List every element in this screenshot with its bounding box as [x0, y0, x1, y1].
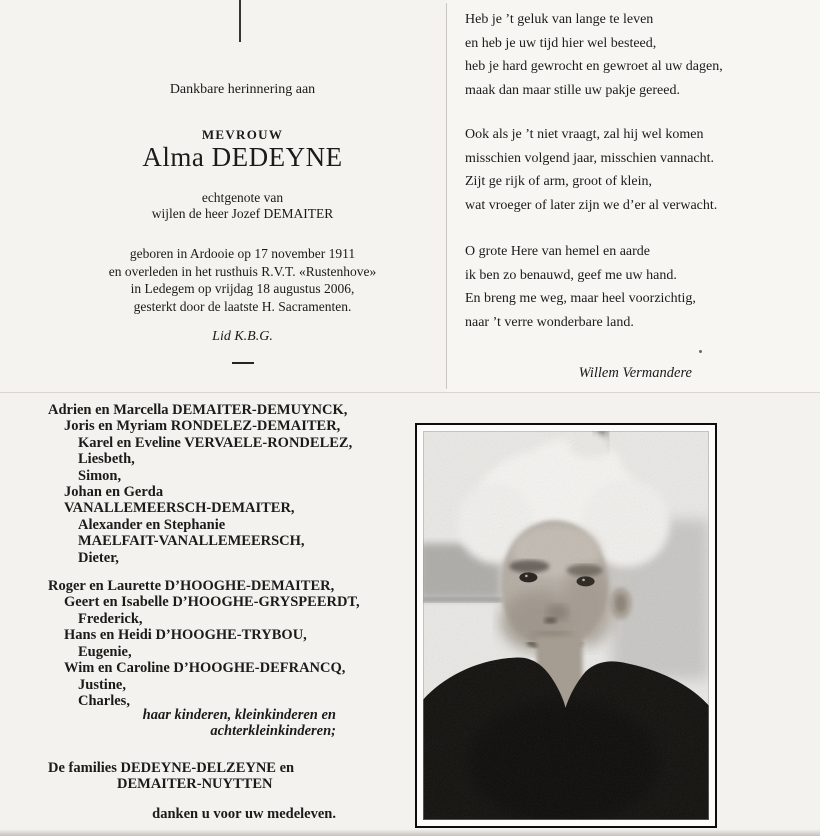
families-line: DEMAITER-NUYTTEN [117, 775, 273, 792]
intro-line: Dankbare herinnering aan [169, 82, 316, 97]
family-line: VANALLEMEERSCH-DEMAITER, [64, 500, 295, 517]
closing-line: haar kinderen, kleinkinderen en [142, 707, 336, 724]
honorific-line: MEVROUW [201, 127, 284, 142]
poem-line: ik ben zo benauwd, geef me uw hand. [465, 267, 677, 283]
poem-line: Ook als je ’t niet vraagt, zal hij wel komen [465, 127, 704, 142]
birth-line: geboren in Ardooie op 17 november 1911 [129, 246, 356, 261]
family-line: Karel en Eveline VERVAELE-RONDELEZ, [78, 434, 353, 451]
family-line: Geert en Isabelle D’HOOGHE-GRYSPEERDT, [64, 594, 360, 611]
poem-panel [447, 0, 820, 392]
scan-speck [699, 350, 702, 353]
poem-line: Heb je ’t geluk van lange te leven [465, 12, 654, 27]
family-line: Joris en Myriam RONDELEZ-DEMAITER, [64, 418, 341, 435]
scan-edge-shadow [0, 829, 820, 836]
poem-line: En breng me weg, maar heel voorzichtig, [465, 291, 696, 306]
family-group-gap [48, 566, 336, 578]
portrait-photo [415, 423, 717, 828]
poem-line: Zijt ge rijk of arm, groot of klein, [465, 174, 653, 189]
life-dates-block [70, 245, 415, 315]
poem-line: naar ’t verre wonderbare land. [465, 314, 634, 330]
poem-line: heb je hard gewrocht en gewroet al uw dagen, [465, 59, 723, 74]
closing-lines [48, 708, 336, 740]
thanks-line: danken u voor uw medeleven. [152, 805, 336, 822]
deceased-name: Alma DEDEYNE [142, 142, 343, 172]
family-line: Adrien en Marcella DEMAITER-DEMUYNCK, [48, 402, 348, 418]
poem-stanza [465, 240, 810, 334]
families-line: De families DEDEYNE-DELZEYNE en [48, 759, 295, 776]
poem-line: en heb je uw tijd hier wel besteed, [465, 35, 657, 51]
membership-line: Lid K.B.G. [212, 329, 273, 344]
family-line: Johan en Gerda [64, 484, 164, 501]
relation-line: echtgenote van [201, 190, 284, 205]
family-line: Charles, [78, 692, 130, 709]
closing-line: achterkleinkinderen; [210, 723, 336, 740]
family-line: Justine, [78, 676, 126, 693]
family-line: Dieter, [78, 549, 119, 566]
death-place-line: en overleden in het rusthuis R.V.T. «Rustenhove» [108, 263, 377, 279]
poem-line: maak dan maar stille uw pakje gereed. [465, 82, 680, 98]
family-line: Alexander en Stephanie [78, 516, 226, 533]
family-line: Wim en Caroline D’HOOGHE-DEFRANCQ, [64, 660, 346, 677]
family-line: Hans en Heidi D’HOOGHE-TRYBOU, [64, 627, 307, 644]
family-line: MAELFAIT-VANALLEMEERSCH, [78, 533, 305, 550]
poem-line: O grote Here van hemel en aarde [465, 244, 651, 259]
portrait-illustration [423, 431, 709, 820]
poem-stanza [465, 8, 810, 102]
family-line: Liesbeth, [78, 451, 135, 468]
divider-dash [232, 362, 254, 364]
family-line: Eugenie, [78, 643, 132, 660]
poem-author: Willem Vermandere [578, 365, 692, 381]
poem-stanza [465, 123, 810, 217]
poem-line: misschien volgend jaar, misschien vannacht. [465, 150, 715, 166]
family-list [48, 402, 360, 822]
spouse-line: wijlen de heer Jozef DEMAITER [151, 206, 334, 221]
poem-line: wat vroeger of later zijn we d’er al verwacht. [465, 197, 718, 213]
card-front-text [70, 0, 415, 392]
family-line: Simon, [78, 467, 122, 484]
families-thanks-block [48, 760, 336, 792]
sacraments-line: gesterkt door de laatste H. Sacramenten. [133, 298, 352, 314]
family-line: Roger en Laurette D’HOOGHE-DEMAITER, [48, 578, 335, 595]
card-front-panel [0, 0, 447, 392]
death-date-line: in Ledegem op vrijdag 18 augustus 2006, [130, 281, 355, 296]
family-line: Frederick, [78, 610, 143, 627]
